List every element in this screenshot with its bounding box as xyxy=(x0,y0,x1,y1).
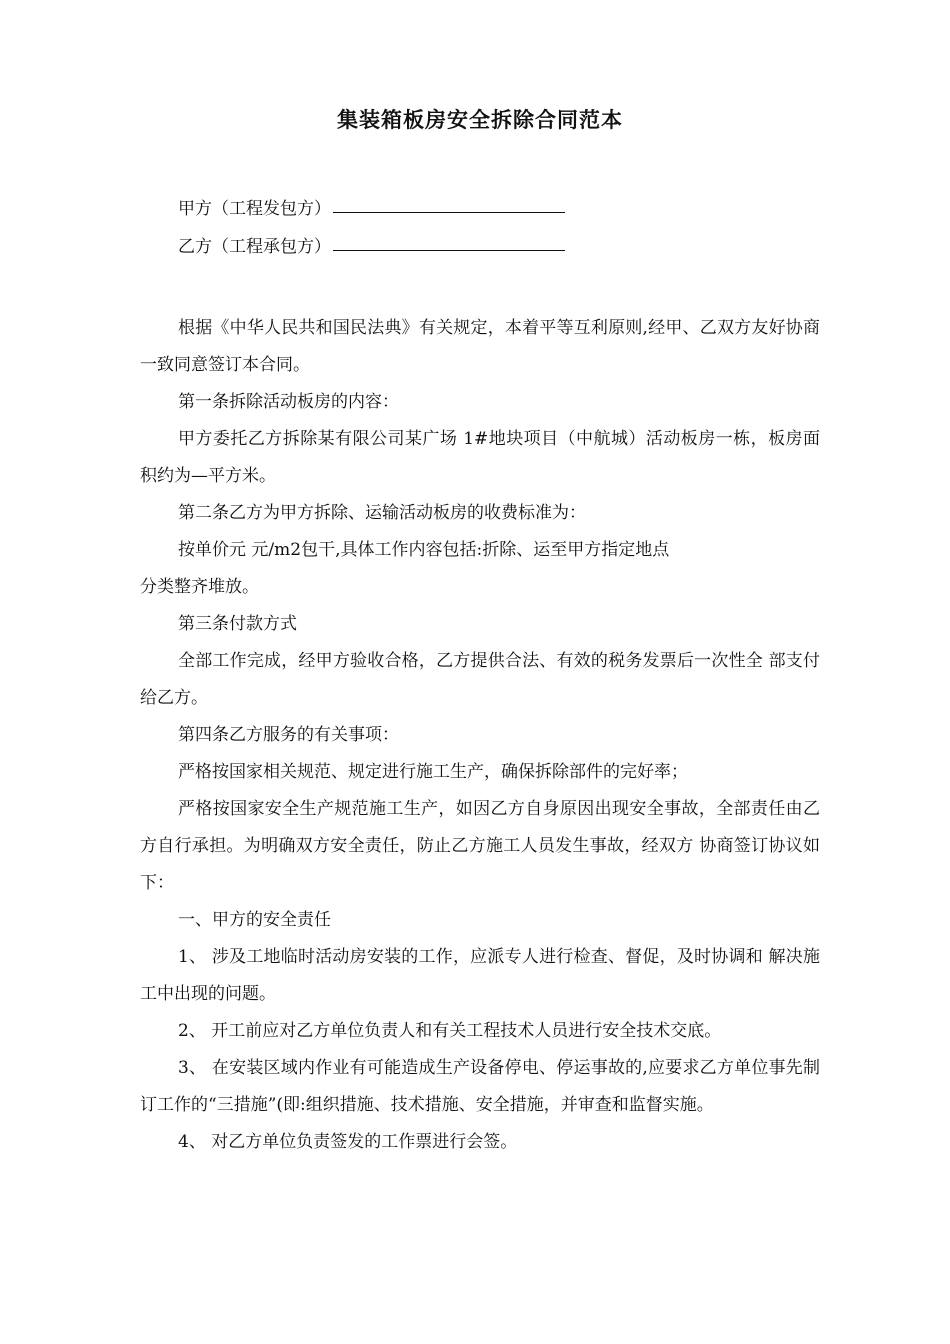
party-a-duty-2: 2、 开工前应对乙方单位负责人和有关工程技术人员进行安全技术交底。 xyxy=(178,1021,722,1041)
party-a-label: 甲方（工程发包方） xyxy=(178,199,331,219)
article-2-body: 按单价元 元/m2包干,具体工作内容包括:折除、运至甲方指定地点 xyxy=(178,540,670,560)
section-party-a-heading: 一、甲方的安全责任 xyxy=(178,910,331,930)
article-3-heading: 第三条付款方式 xyxy=(178,614,297,634)
paragraph-intro: 根据《中华人民共和国民法典》有关规定，本着平等互利原则,经甲、乙双方友好协商一致同意签订本合同。 xyxy=(140,318,820,375)
article-2-body-cont: 分类整齐堆放。 xyxy=(140,577,259,597)
party-a-duty-4: 4、 对乙方单位负责签发的工作票进行会签。 xyxy=(178,1132,518,1152)
article-4-item-1: 严格按国家相关规范、规定进行施工生产，确保拆除部件的完好率； xyxy=(178,762,688,782)
party-b-line xyxy=(140,228,820,266)
article-1-body: 甲方委托乙方拆除某有限公司某广场 1#地块项目（中航城）活动板房一栋，板房面积约为—平方米。 xyxy=(140,429,820,486)
document-title: 集装箱板房安全拆除合同范本 xyxy=(337,108,623,132)
article-4-item-2: 严格按国家安全生产规范施工生产，如因乙方自身原因出现安全事故，全部责任由乙方自行承担。为明确双方安全责任，防止乙方施工人员发生事故，经双方 协商签订协议如下： xyxy=(140,799,820,893)
party-b-blank xyxy=(333,249,565,251)
article-4-heading: 第四条乙方服务的有关事项： xyxy=(178,725,399,745)
party-b-label: 乙方（工程承包方） xyxy=(178,237,331,257)
article-1-heading: 第一条拆除活动板房的内容： xyxy=(178,392,399,412)
party-a-duty-1: 1、 涉及工地临时活动房安装的工作，应派专人进行检查、督促，及时协调和 解决施工中出现的问题。 xyxy=(140,947,820,1004)
article-3-body: 全部工作完成，经甲方验收合格，乙方提供合法、有效的税务发票后一次性全 部支付给乙方。 xyxy=(140,651,820,708)
party-a-line xyxy=(140,190,820,228)
party-a-duty-3: 3、 在安装区域内作业有可能造成生产设备停电、停运事故的,应要求乙方单位事先制订工作的“三措施”(即:组织措施、技术措施、安全措施，并审查和监督实施。 xyxy=(140,1058,820,1115)
party-a-blank xyxy=(333,211,565,213)
article-2-heading: 第二条乙方为甲方拆除、运输活动板房的收费标准为： xyxy=(178,503,586,523)
